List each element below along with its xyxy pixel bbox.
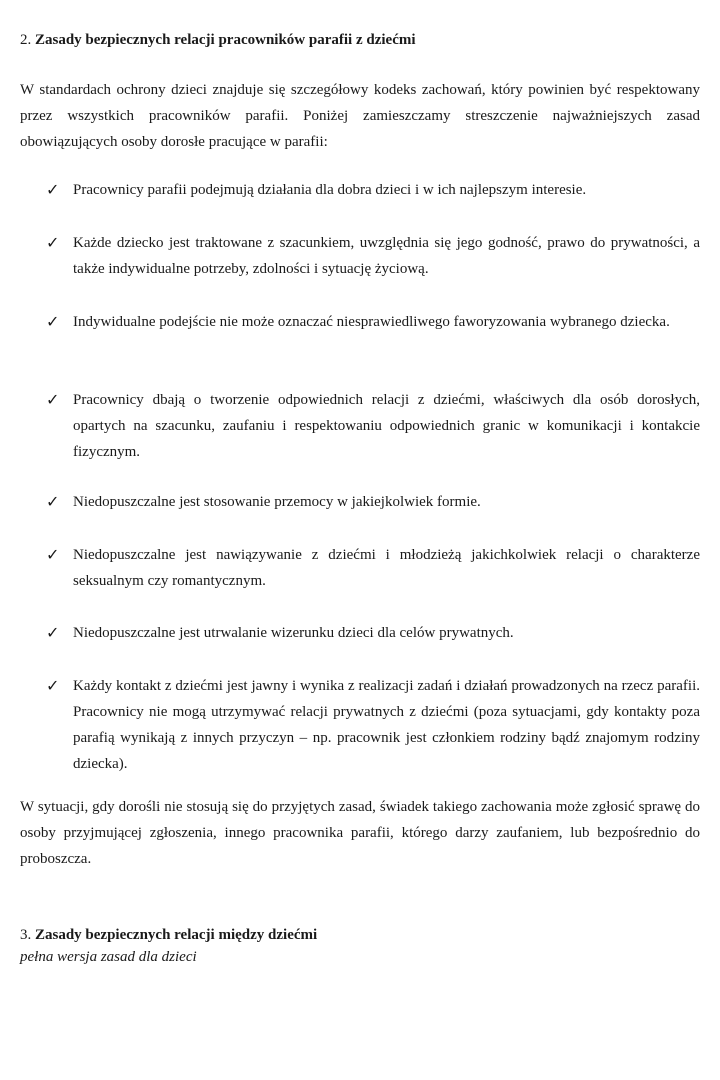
section-3-number: 3. [20,927,32,943]
rule-text: Każdy kontakt z dziećmi jest jawny i wynika z realizacji zadań i działań prowadzonych na rzecz parafii. Pracownicy nie mogą utrzymywać relacji prywatnych z dziećmi (poza sytuacjami, gdy kontakty poza parafią wynikają z innych przyczyn – np. pracownik jest członkiem rodziny bądź znajomym rodziny dziecka). [73,678,700,772]
closing-paragraph: W sytuacji, gdy dorośli nie stosują się do przyjętych zasad, świadek takiego zachowania może zgłosić sprawę do osoby przyjmującej zgłoszenia, innego pracownika parafii, którego darzy zaufaniem, lub bezpośrednio do proboszcza. [20,799,700,867]
rule-text: Niedopuszczalne jest stosowanie przemocy w jakiejkolwiek formie. [73,494,481,510]
rule-text: Niedopuszczalne jest utrwalanie wizerunku dzieci dla celów prywatnych. [73,625,514,641]
rule-text: Niedopuszczalne jest nawiązywanie z dziećmi i młodzieżą jakichkolwiek relacji o charakterze seksualnym czy romantycznym. [73,547,700,589]
check-icon: ✓ [46,492,60,511]
check-icon: ✓ [46,545,60,564]
section-3-title: Zasady bezpiecznych relacji między dziećmi [35,927,318,943]
check-icon: ✓ [46,676,60,695]
rule-text: Każde dziecko jest traktowane z szacunkiem, uwzględnia się jego godność, prawo do prywatności, a także indywidualne potrzeby, zdolności i sytuację życiową. [73,235,700,277]
check-icon: ✓ [46,312,60,331]
section-2-number: 2. [20,32,32,48]
section-3-subtitle: pełna wersja zasad dla dzieci [20,949,197,965]
section-2-heading [20,30,416,50]
check-icon: ✓ [46,390,60,409]
check-icon: ✓ [46,233,60,252]
check-icon: ✓ [46,623,60,642]
section-3-heading [20,925,317,945]
intro-paragraph: W standardach ochrony dzieci znajduje się szczegółowy kodeks zachowań, który powinien być respektowany przez wszystkich pracowników parafii. Poniżej zamieszczamy streszczenie najważniejszych zasad obowiązujących osoby dorosłe pracujące w parafii: [20,82,700,150]
check-icon: ✓ [46,180,60,199]
section-2-title: Zasady bezpiecznych relacji pracowników parafii z dziećmi [35,32,416,48]
rule-text: Indywidualne podejście nie może oznaczać niesprawiedliwego faworyzowania wybranego dziecka. [73,314,670,330]
rule-text: Pracownicy parafii podejmują działania dla dobra dzieci i w ich najlepszym interesie. [73,182,587,198]
rule-text: Pracownicy dbają o tworzenie odpowiednich relacji z dziećmi, właściwych dla osób dorosłych, opartych na szacunku, zaufaniu i respektowaniu odpowiednich granic w komunikacji i kontakcie fizycznym. [73,392,700,460]
